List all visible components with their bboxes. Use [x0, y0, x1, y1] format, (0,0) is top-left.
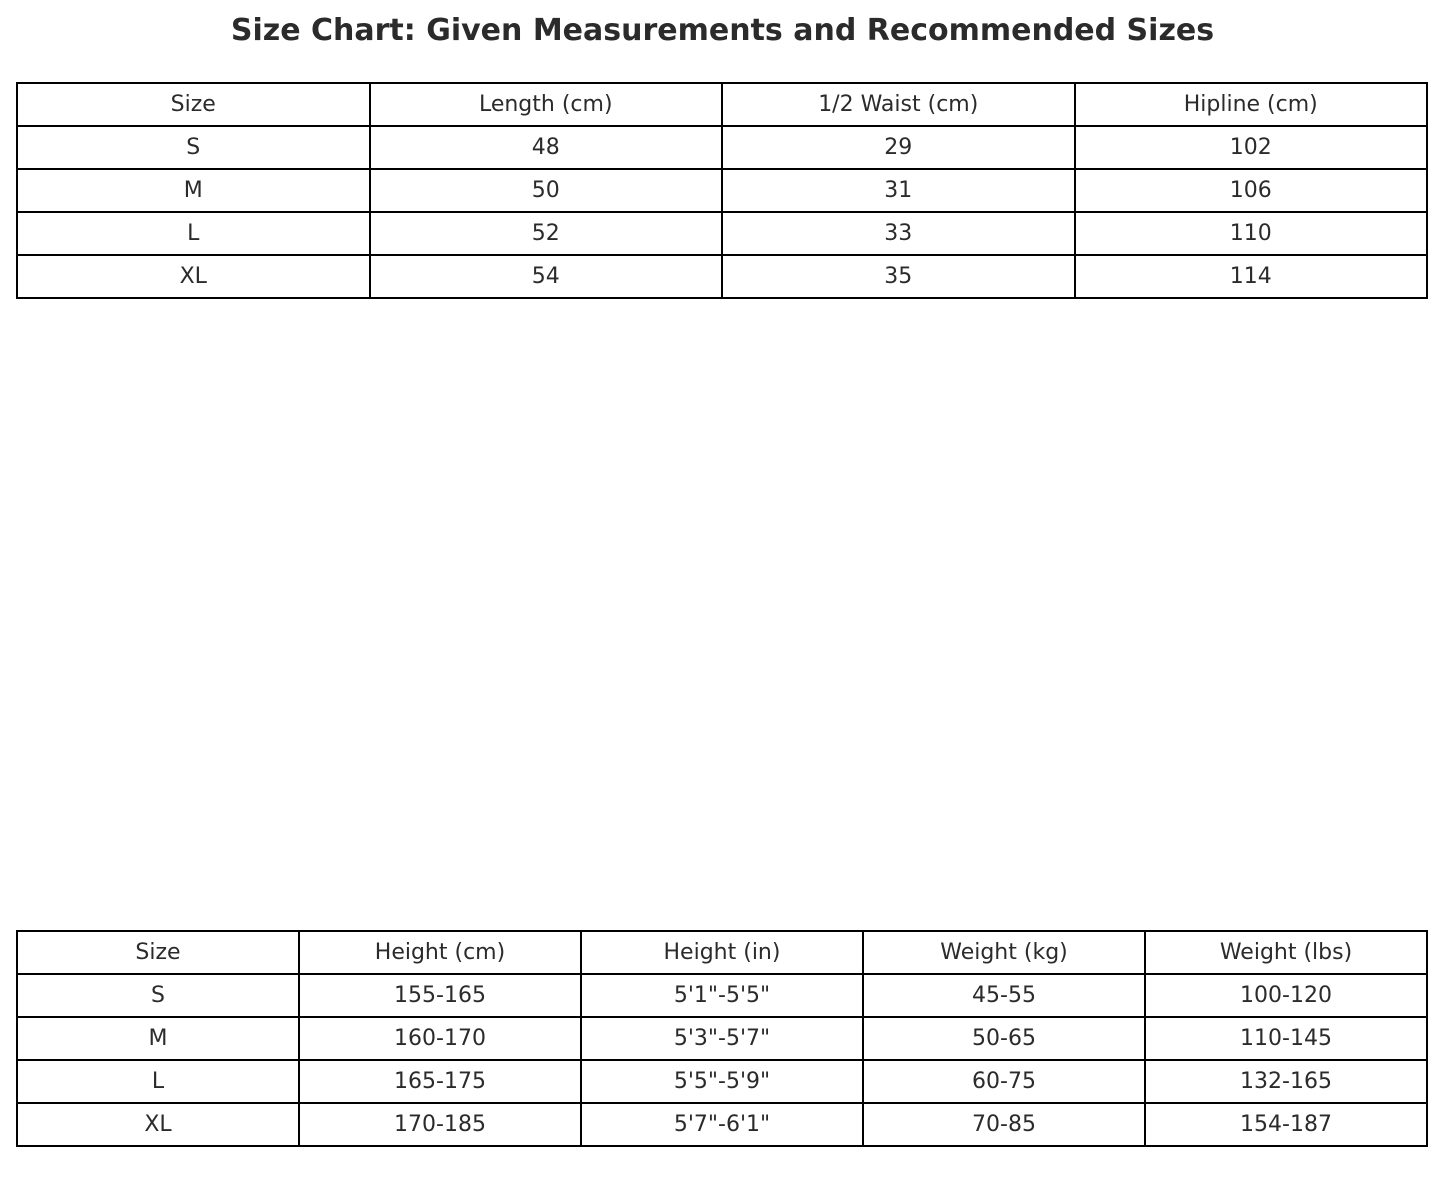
- table-row: [17, 1060, 1427, 1103]
- column-header: Height (cm): [299, 931, 581, 974]
- table-cell: 33: [722, 212, 1075, 255]
- table-cell: M: [17, 1017, 299, 1060]
- column-header: Weight (kg): [863, 931, 1145, 974]
- table-cell: 154-187: [1145, 1103, 1427, 1146]
- table-cell: 52: [370, 212, 723, 255]
- garment-measurements-table: [16, 82, 1428, 299]
- table-row: [17, 974, 1427, 1017]
- header-row: [17, 83, 1427, 126]
- table-cell: 48: [370, 126, 723, 169]
- table-cell: 5'5"-5'9": [581, 1060, 863, 1103]
- table-cell: S: [17, 126, 370, 169]
- column-header: Hipline (cm): [1075, 83, 1428, 126]
- page-title: Size Chart: Given Measurements and Recommended Sizes: [230, 13, 1215, 48]
- column-header: Size: [17, 83, 370, 126]
- table-row: [17, 255, 1427, 298]
- table-cell: XL: [17, 1103, 299, 1146]
- table-cell: 114: [1075, 255, 1428, 298]
- table-cell: 5'3"-5'7": [581, 1017, 863, 1060]
- table-row: [17, 1017, 1427, 1060]
- table-cell: 54: [370, 255, 723, 298]
- table-cell: 29: [722, 126, 1075, 169]
- table-row: [17, 212, 1427, 255]
- table-cell: 165-175: [299, 1060, 581, 1103]
- table-cell: L: [17, 212, 370, 255]
- table-cell: 50-65: [863, 1017, 1145, 1060]
- table-row: [17, 126, 1427, 169]
- table-cell: S: [17, 974, 299, 1017]
- column-header: Weight (lbs): [1145, 931, 1427, 974]
- table-cell: 102: [1075, 126, 1428, 169]
- table-cell: M: [17, 169, 370, 212]
- table-cell: 170-185: [299, 1103, 581, 1146]
- table-cell: 106: [1075, 169, 1428, 212]
- table-cell: 110: [1075, 212, 1428, 255]
- table-cell: 110-145: [1145, 1017, 1427, 1060]
- table-cell: 160-170: [299, 1017, 581, 1060]
- column-header: 1/2 Waist (cm): [722, 83, 1075, 126]
- table-cell: 5'1"-5'5": [581, 974, 863, 1017]
- table-cell: 155-165: [299, 974, 581, 1017]
- table-row: [17, 1103, 1427, 1146]
- table-cell: 45-55: [863, 974, 1145, 1017]
- column-header: Size: [17, 931, 299, 974]
- table-cell: L: [17, 1060, 299, 1103]
- table-cell: 60-75: [863, 1060, 1145, 1103]
- table-cell: 100-120: [1145, 974, 1427, 1017]
- table-cell: 35: [722, 255, 1075, 298]
- table-cell: 5'7"-6'1": [581, 1103, 863, 1146]
- table-row: [17, 169, 1427, 212]
- table-cell: 132-165: [1145, 1060, 1427, 1103]
- column-header: Height (in): [581, 931, 863, 974]
- header-row: [17, 931, 1427, 974]
- table-cell: XL: [17, 255, 370, 298]
- column-header: Length (cm): [370, 83, 723, 126]
- table-cell: 70-85: [863, 1103, 1145, 1146]
- table-cell: 31: [722, 169, 1075, 212]
- table-cell: 50: [370, 169, 723, 212]
- recommended-sizes-table: [16, 930, 1428, 1147]
